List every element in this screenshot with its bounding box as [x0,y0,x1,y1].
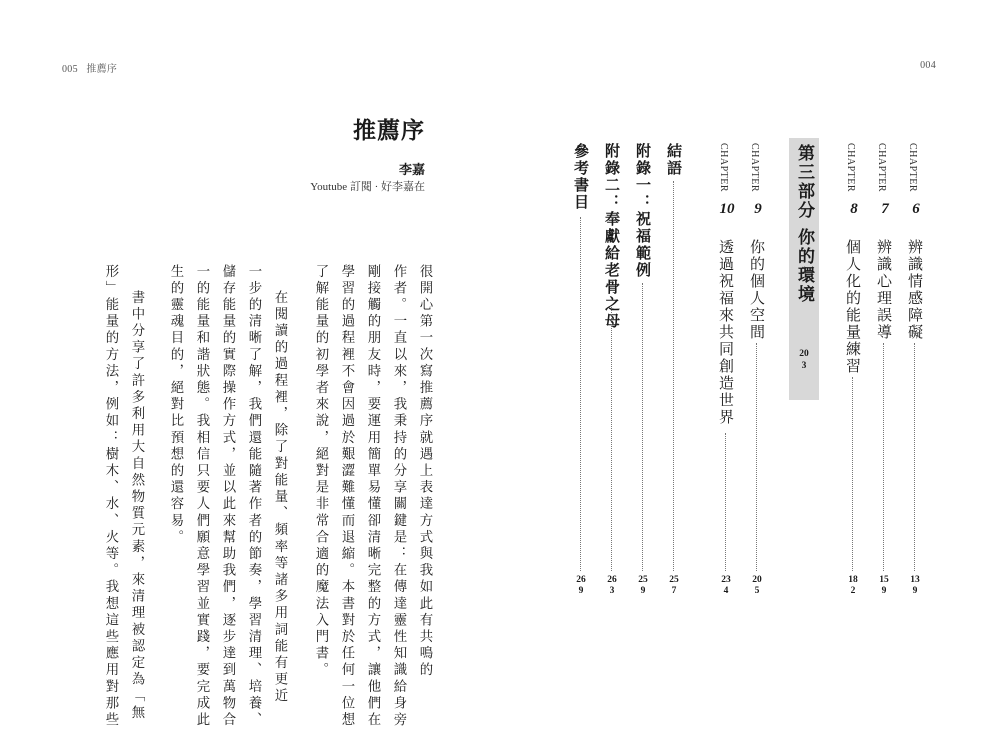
chapter-label: CHAPTER [876,143,887,193]
toc-entry-chapter-8[interactable] [841,143,867,613]
chapter-number: 10 [719,201,735,217]
entry-page-number: 257 [669,575,679,596]
chapter-title: 透過祝福來共同創造世界 [717,239,735,426]
entry-leader-wrap [662,143,688,613]
chapter-number: 7 [881,201,889,217]
left-page [0,0,499,729]
body-column: 儲存能量的實際操作方式，並以此來幫助我們，逐步達到萬物合 [220,264,235,729]
left-folio-number: 005 [62,64,78,75]
chapter-title: 辨識情感障礙 [906,239,924,341]
right-folio: 004 [920,60,936,71]
chapter-title: 你的個人空間 [748,239,766,341]
entry-leader-wrap [631,143,657,613]
chapter-label: CHAPTER [907,143,918,193]
body-column: 剛接觸的朋友時，要運用簡單易懂卻清晰完整的方式，讓他們在 [365,264,380,729]
dot-leader [642,283,643,571]
entry-title: 附錄二：奉獻給老骨之母 [603,143,621,330]
toc-entry-chapter-6[interactable] [903,143,929,613]
chapter-number: 8 [850,201,858,217]
entry-leader-wrap [569,143,595,613]
body-column: 書中分享了許多利用大自然物質元素，來清理被認定為「無 [129,290,144,722]
author-name: 李嘉 [398,163,425,178]
left-running-head: 推薦序 [86,64,118,75]
entry-page-number: 269 [576,575,586,596]
body-column: 形」能量的方法，例如：樹木、水、火等。我想這些應用對那些 [103,264,118,729]
toc-entry-chapter-10[interactable] [714,143,740,613]
entry-leader-wrap [600,143,626,613]
part-heading[interactable] [789,138,819,400]
left-folio [62,60,117,75]
toc-entry-appendix-1[interactable] [631,143,657,613]
entry-title: 附錄一：祝福範例 [634,143,652,279]
body-column: 很開心第一次寫推薦序就遇上表達方式與我如此有共鳴的 [417,264,432,679]
chapter-label: CHAPTER [845,143,856,193]
chapter-number: 9 [754,201,762,217]
dot-leader [611,307,612,571]
body-column: 了解能量的初學者來說，絕對是非常合適的魔法入門書。 [313,264,328,679]
entry-page-number: 259 [638,575,648,596]
chapter-page-number: 159 [879,575,889,596]
chapter-page-number: 205 [752,575,762,596]
entry-title: 參考書目 [572,143,590,211]
page-title: 推薦序 [353,117,425,144]
dot-leader [852,377,853,571]
chapter-page-number: 182 [848,575,858,596]
dot-leader [673,181,674,571]
toc-entry-bibliography[interactable] [569,143,595,613]
entry-page-number: 263 [607,575,617,596]
body-column: 學習的過程裡不會因過於艱澀難懂而退縮。本書對於任何一位想 [339,264,354,729]
dot-leader [756,343,757,571]
body-column: 生的靈魂目的，絕對比預想的還容易。 [168,264,183,547]
dot-leader [883,343,884,571]
toc-entry-chapter-9[interactable] [745,143,771,613]
chapter-page-number: 234 [721,575,731,596]
body-column: 作者。一直以來，我秉持的分享關鍵是：在傳達靈性知識給身旁 [391,264,406,729]
right-page [500,0,999,709]
dot-leader [914,343,915,571]
chapter-label: CHAPTER [749,143,760,193]
dot-leader [580,217,581,571]
toc-entry-appendix-2[interactable] [600,143,626,613]
part-title: 第三部分 你的環境 [794,144,814,304]
entry-title: 結語 [665,143,683,177]
chapter-title: 個人化的能量練習 [844,239,862,375]
chapter-number: 6 [912,201,920,217]
chapter-label: CHAPTER [718,143,729,193]
chapter-title: 辨識心理誤導 [875,239,893,341]
body-column: 在閱讀的過程裡，除了對能量、頻率等諸多用詞能有更近 [272,290,287,705]
toc-entry-epilogue[interactable] [662,143,688,613]
dot-leader [725,433,726,571]
body-column: 一的能量和諧狀態。我相信只要人們願意學習並實踐，要完成此 [194,264,209,729]
body-column: 一步的清晰了解，我們還能隨著作者的節奏，學習清理、培養、 [246,264,261,729]
chapter-page-number: 139 [910,575,920,596]
author-channel: Youtube 訂閱 · 好李嘉在 [310,181,425,193]
toc-entry-chapter-7[interactable] [872,143,898,613]
part-page-number: 203 [799,349,809,371]
